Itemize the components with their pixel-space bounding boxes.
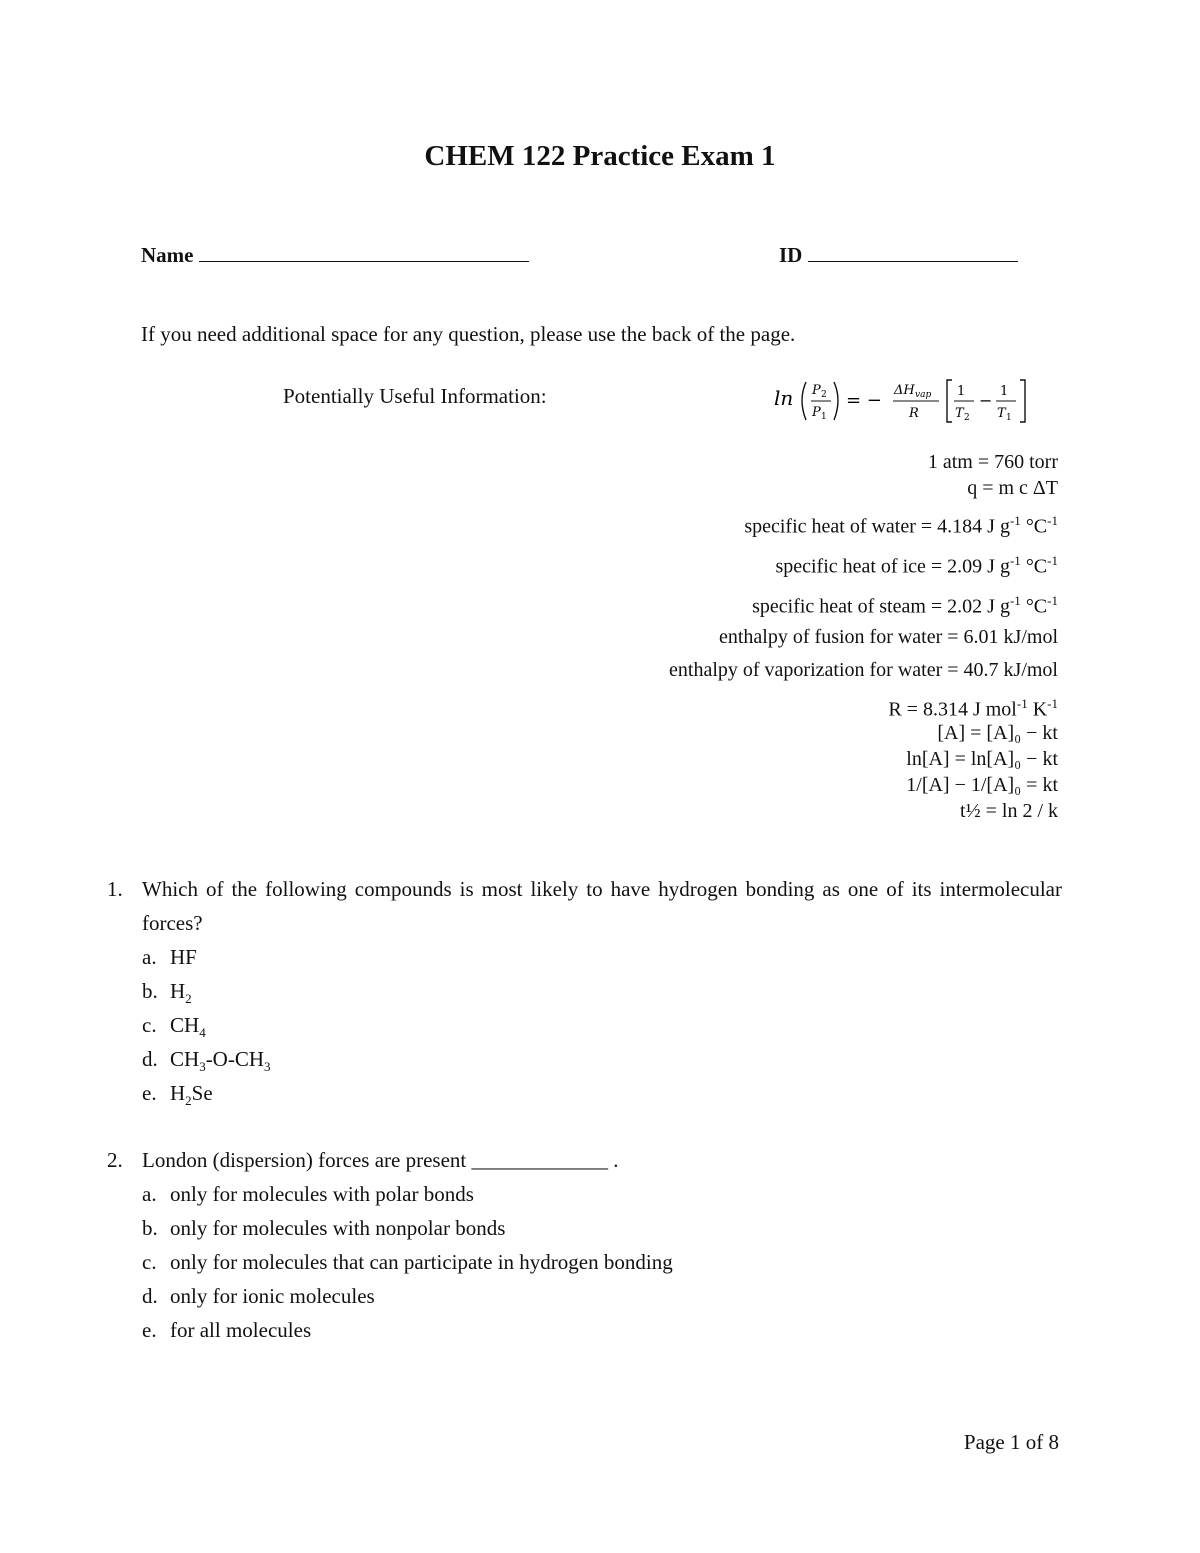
eq-bracket-left (947, 380, 952, 422)
info-enthalpy-vaporization: enthalpy of vaporization for water = 40.7 kJ/mol (669, 659, 1058, 681)
option-d[interactable]: d. only for ionic molecules (142, 1284, 375, 1308)
id-field (779, 243, 1018, 268)
eq-t2: T (955, 406, 964, 421)
info-first-order: ln[A] = ln[A]₀ − kt (906, 748, 1058, 770)
eq-dh: ΔH (894, 383, 915, 398)
eq-equals-minus: = − (846, 390, 882, 411)
info-specific-heat-steam: specific heat of steam = 2.02 J $g^{-1}$ $^\circ C^{-1}$ (752, 593, 1058, 618)
page-title: CHEM 122 Practice Exam 1 (424, 140, 776, 172)
instructions: If you need additional space for any question, please use the back of the page. (141, 322, 796, 346)
name-field (141, 243, 529, 268)
eq-ln: ln (774, 386, 794, 410)
id-label: ID (779, 243, 803, 267)
question-1 (107, 872, 1062, 1110)
option-d[interactable]: d. $CH_3-O-CH_3$ (142, 1047, 271, 1075)
info-gas-constant: R = 8.314 J mol$^{-1}$ $K^{-1}$ (888, 696, 1058, 721)
question-2 (107, 1143, 1062, 1347)
option-c[interactable]: c. only for molecules that can participate in hydrogen bonding (142, 1250, 673, 1274)
eq-t1: T (997, 406, 1006, 421)
eq-minus: − (979, 391, 993, 410)
name-blank-line[interactable] (199, 243, 529, 262)
option-a[interactable]: a. HF (142, 945, 197, 969)
name-label: Name (141, 243, 194, 267)
option-b[interactable]: b. only for molecules with nonpolar bonds (142, 1216, 506, 1240)
eq-one-a: 1 (957, 384, 966, 399)
question-number: 2. (107, 1148, 123, 1172)
option-a[interactable]: a. only for molecules with polar bonds (142, 1182, 474, 1206)
eq-one-b: 1 (1000, 384, 1009, 399)
eq-p2-sub: 2 (821, 390, 827, 400)
eq-p1-sub: 1 (821, 412, 827, 422)
info-specific-heat-water: specific heat of water = 4.184 J $g^{-1}$ $^\circ C^{-1}$ (744, 513, 1058, 538)
eq-dh-sub: vap (915, 390, 932, 400)
eq-paren-right (834, 382, 838, 420)
info-second-order: 1/[A] − 1/[A]₀ = kt (906, 774, 1058, 796)
eq-p1: P (812, 405, 821, 420)
eq-t1-sub: 1 (1006, 413, 1012, 423)
eq-r: R (909, 406, 919, 421)
option-b[interactable]: b. $H_2$ (142, 979, 192, 1007)
option-c[interactable]: c. $CH_4$ (142, 1013, 206, 1041)
info-specific-heat-ice: specific heat of ice = 2.09 J $g^{-1}$ $^\circ C^{-1}$ (775, 553, 1058, 578)
info-label: Potentially Useful Information: (283, 384, 547, 408)
eq-t2-sub: 2 (964, 413, 970, 423)
info-atm: 1 atm = 760 torr (927, 451, 1058, 473)
page-number: Page 1 of 8 (963, 1430, 1059, 1454)
question-number: 1. (107, 877, 123, 901)
useful-information-list (669, 449, 1058, 824)
eq-paren-left (802, 382, 806, 420)
question-stem: Which of the following compounds is most likely to have hydrogen bonding as one of its intermolecular forces? (142, 877, 1062, 935)
info-enthalpy-fusion: enthalpy of fusion for water = 6.01 kJ/mol (719, 626, 1058, 648)
info-half-life: t½ = ln 2 / k (960, 800, 1058, 822)
info-q: q = m c ΔT (967, 477, 1058, 499)
id-blank-line[interactable] (808, 243, 1018, 262)
option-e[interactable]: e. for all molecules (142, 1318, 312, 1342)
question-stem: London (dispersion) forces are present _____________ . (142, 1148, 619, 1172)
info-zero-order: [A] = [A]₀ − kt (937, 722, 1058, 744)
eq-bracket-right (1020, 380, 1025, 422)
clausius-clapeyron-equation (774, 374, 1064, 426)
option-e[interactable]: e. $H_2Se$ (142, 1081, 213, 1109)
eq-p2: P (812, 383, 821, 398)
